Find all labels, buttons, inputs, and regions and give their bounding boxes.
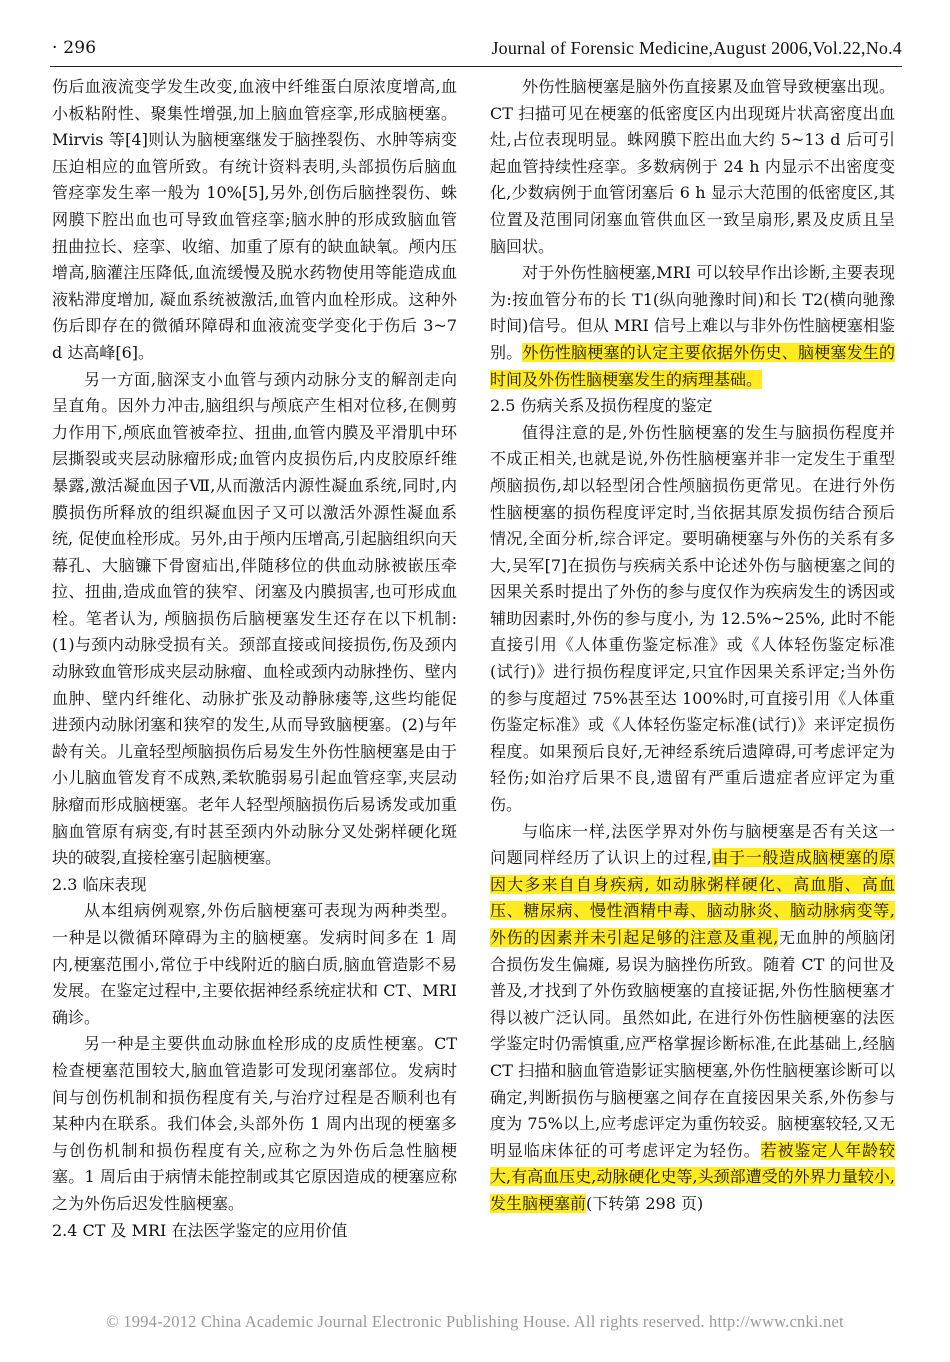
- highlighted-text: 外伤性脑梗塞的认定主要依据外伤史、脑梗塞发生的时间及外伤性脑梗塞发生的病理基础。: [490, 342, 895, 389]
- page-number: · 296: [52, 38, 97, 58]
- section-heading-2-4: 2.4 CT 及 MRI 在法医学鉴定的应用价值: [52, 1220, 348, 1240]
- paragraph: 值得注意的是,外伤性脑梗塞的发生与脑损伤程度并不成正相关,也就是说,外伤性脑梗塞并非一定发生于重型颅脑损伤,却以轻型闭合性颅脑损伤更常见。在进行外伤性脑梗塞的损伤程度评定时,当依据其原发损伤结合预后情况,全面分析,综合评定。要明确梗塞与外伤的关系有多大,吴军[7]在损伤与疾病关系中论述外伤与脑梗塞之间的因果关系时提出了外伤的参与度仅作为疾病发生的诱因或辅助因素时,外伤的参与度小, 为 12.5%~25%, 此时不能直接引用《人体重伤鉴定标准》或《人体轻伤鉴定标准(试行)》进行损伤程度评定,只宜作因果关系评定;当外伤的参与度超过 75%甚至达 100%时,可直接引用《人体重伤鉴定标准》或《人体轻伤鉴定标准(试行)》来评定损伤程度。如果预后良好,无神经系统后遗障碍,可考虑评定为轻伤;如治疗后果不良,遗留有严重后遗症者应评定为重伤。: [490, 422, 895, 815]
- right-column: [490, 74, 895, 1218]
- journal-header: Journal of Forensic Medicine,August 2006,Vol.22,No.4: [491, 38, 902, 58]
- paragraph: [490, 260, 895, 393]
- paragraph-text: 与临床一样,法医学界对外伤与脑梗塞是否有关这一问题同样经历了认识上的过程,: [490, 821, 895, 868]
- header-rule: [50, 66, 902, 67]
- paragraph: 另一种是主要供血动脉血栓形成的皮质性梗塞。CT 检查梗塞范围较大,脑血管造影可发现闭塞部位。发病时间与创伤机制和损伤程度有关,与治疗过程是否顺利也有某种内在联系。我们体会,头部外伤 1 周内出现的梗塞多与创伤机制和损伤程度有关,应称之为外伤后急性脑梗塞。1 周后由于病情未能控制或其它原因造成的梗塞应称之为外伤后迟发性脑梗塞。: [52, 1034, 457, 1213]
- paragraph: 外伤性脑梗塞是脑外伤直接累及血管导致梗塞出现。CT 扫描可见在梗塞的低密度区内出现斑片状高密度出血灶,占位表现明显。蛛网膜下腔出血大约 5~13 d 后可引起血管持续性痉挛。多数病例于 24 h 内显示不出密度变化,少数病例于血管闭塞后 6 h 显示大范围的低密度区,其位置及范围同闭塞血管供血区一致呈扇形,累及皮质且呈脑回状。: [490, 77, 895, 256]
- paragraph: [490, 819, 895, 1218]
- highlighted-text: 由于一般造成脑梗塞的原因大多来自自身疾病, 如动脉粥样硬化、高血脂、高血压、糖尿病、慢性酒精中毒、脑动脉炎、脑动脉病变等, 外伤的因素并未引起足够的注意及重视,: [490, 848, 895, 947]
- paragraph: 伤后血液流变学发生改变,血液中纤维蛋白原浓度增高,血小板粘附性、聚集性增强,加上脑血管痉挛,形成脑梗塞。Mirvis 等[4]则认为脑梗塞继发于脑挫裂伤、水肿等病变压迫相应的血管所致。有统计资料表明,头部损伤后脑血管痉挛发生率一般为 10%[5],另外,创伤后脑挫裂伤、蛛网膜下腔出血也可导致血管痉挛;脑水肿的形成致脑血管扭曲拉长、痉挛、收缩、加重了原有的缺血缺氧。颅内压增高,脑灌注压降低,血流缓慢及脱水药物使用等能造成血液粘滞度增加, 凝血系统被激活,血管内血栓形成。这种外伤后即存在的微循环障碍和血液流变学变化于伤后 3~7 d 达高峰[6]。: [52, 77, 457, 362]
- paragraph-text: 无血肿的颅脑闭合损伤发生偏瘫, 易误为脑挫伤所致。随着 CT 的问世及普及,才找到了外伤致脑梗塞的直接证据,外伤性脑梗塞才得以被广泛认同。虽然如此, 在进行外伤性脑梗塞的法医学鉴定时仍需慎重,应严格掌握诊断标准,在此基础上,经脑 CT 扫描和脑血管造影证实脑梗塞,外伤性脑梗塞诊断可以确定,判断损伤与脑梗塞之间存在直接因果关系,外伤参与度为 75%以上,应考虑评定为重伤较妥。脑梗塞较轻,又无明显临床体征的可考虑评定为轻伤。: [490, 928, 895, 1160]
- paragraph: 从本组病例观察,外伤后脑梗塞可表现为两种类型。一种是以微循环障碍为主的脑梗塞。发病时间多在 1 周内,梗塞范围小,常位于中线附近的脑白质,脑血管造影不易发展。在鉴定过程中,主要依据神经系统症状和 CT、MRI 确诊。: [52, 901, 457, 1027]
- left-column: [52, 74, 457, 1244]
- section-heading-2-5: 2.5 伤病关系及损伤程度的鉴定: [490, 396, 713, 416]
- copyright-footer: © 1994-2012 China Academic Journal Electronic Publishing House. All rights reserved. http://www.cnki.net: [106, 1312, 844, 1331]
- paragraph-text: 对于外伤性脑梗塞,MRI 可以较早作出诊断,主要表现为:按血管分布的长 T1(纵向驰豫时间)和长 T2(横向驰豫时间)信号。但从 MRI 信号上难以与非外伤性脑梗塞相鉴别。: [490, 263, 895, 362]
- section-heading-2-3: 2.3 临床表现: [52, 874, 147, 894]
- continuation-note: (下转第 298 页): [586, 1193, 704, 1213]
- highlighted-text: 若被鉴定人年龄较大,有高血压史,动脉硬化史等,头颈部遭受的外界力量较小,发生脑梗塞前: [490, 1140, 895, 1213]
- paragraph: 另一方面,脑深支小血管与颈内动脉分支的解剖走向呈直角。因外力冲击,脑组织与颅底产生相对位移,在侧剪力作用下,颅底血管被牵拉、扭曲,血管内膜及平滑肌中环层撕裂或夹层动脉瘤形成;血管内皮损伤后,内皮胶原纤维暴露,激活凝血因子Ⅶ,从而激活内源性凝血系统,同时,内膜损伤所释放的组织凝血因子又可以激活外源性凝血系统, 促使血栓形成。另外,由于颅内压增高,引起脑组织向天幕孔、大脑镰下骨窗疝出,伴随移位的供血动脉被嵌压牵拉、扭曲,造成血管的狭窄、闭塞及内膜损害,也可形成血栓。笔者认为, 颅脑损伤后脑梗塞发生还存在以下机制:(1)与颈内动脉受损有关。颈部直接或间接损伤,伤及颈内动脉致血管形成夹层动脉瘤、血栓或颈内动脉挫伤、壁内血肿、壁内纤维化、动脉扩张及动静脉瘘等,这些均能促进颈内动脉闭塞和狭窄的发生,从而导致脑梗塞。(2)与年龄有关。儿童轻型颅脑损伤后易发生外伤性脑梗塞是由于小儿脑血管发育不成熟,柔软脆弱易引起血管痉挛,夹层动脉瘤而形成脑梗塞。老年人轻型颅脑损伤后易诱发或加重脑血管原有病变,有时甚至颈内外动脉分叉处粥样硬化斑块的破裂,直接栓塞引起脑梗塞。: [52, 369, 457, 868]
